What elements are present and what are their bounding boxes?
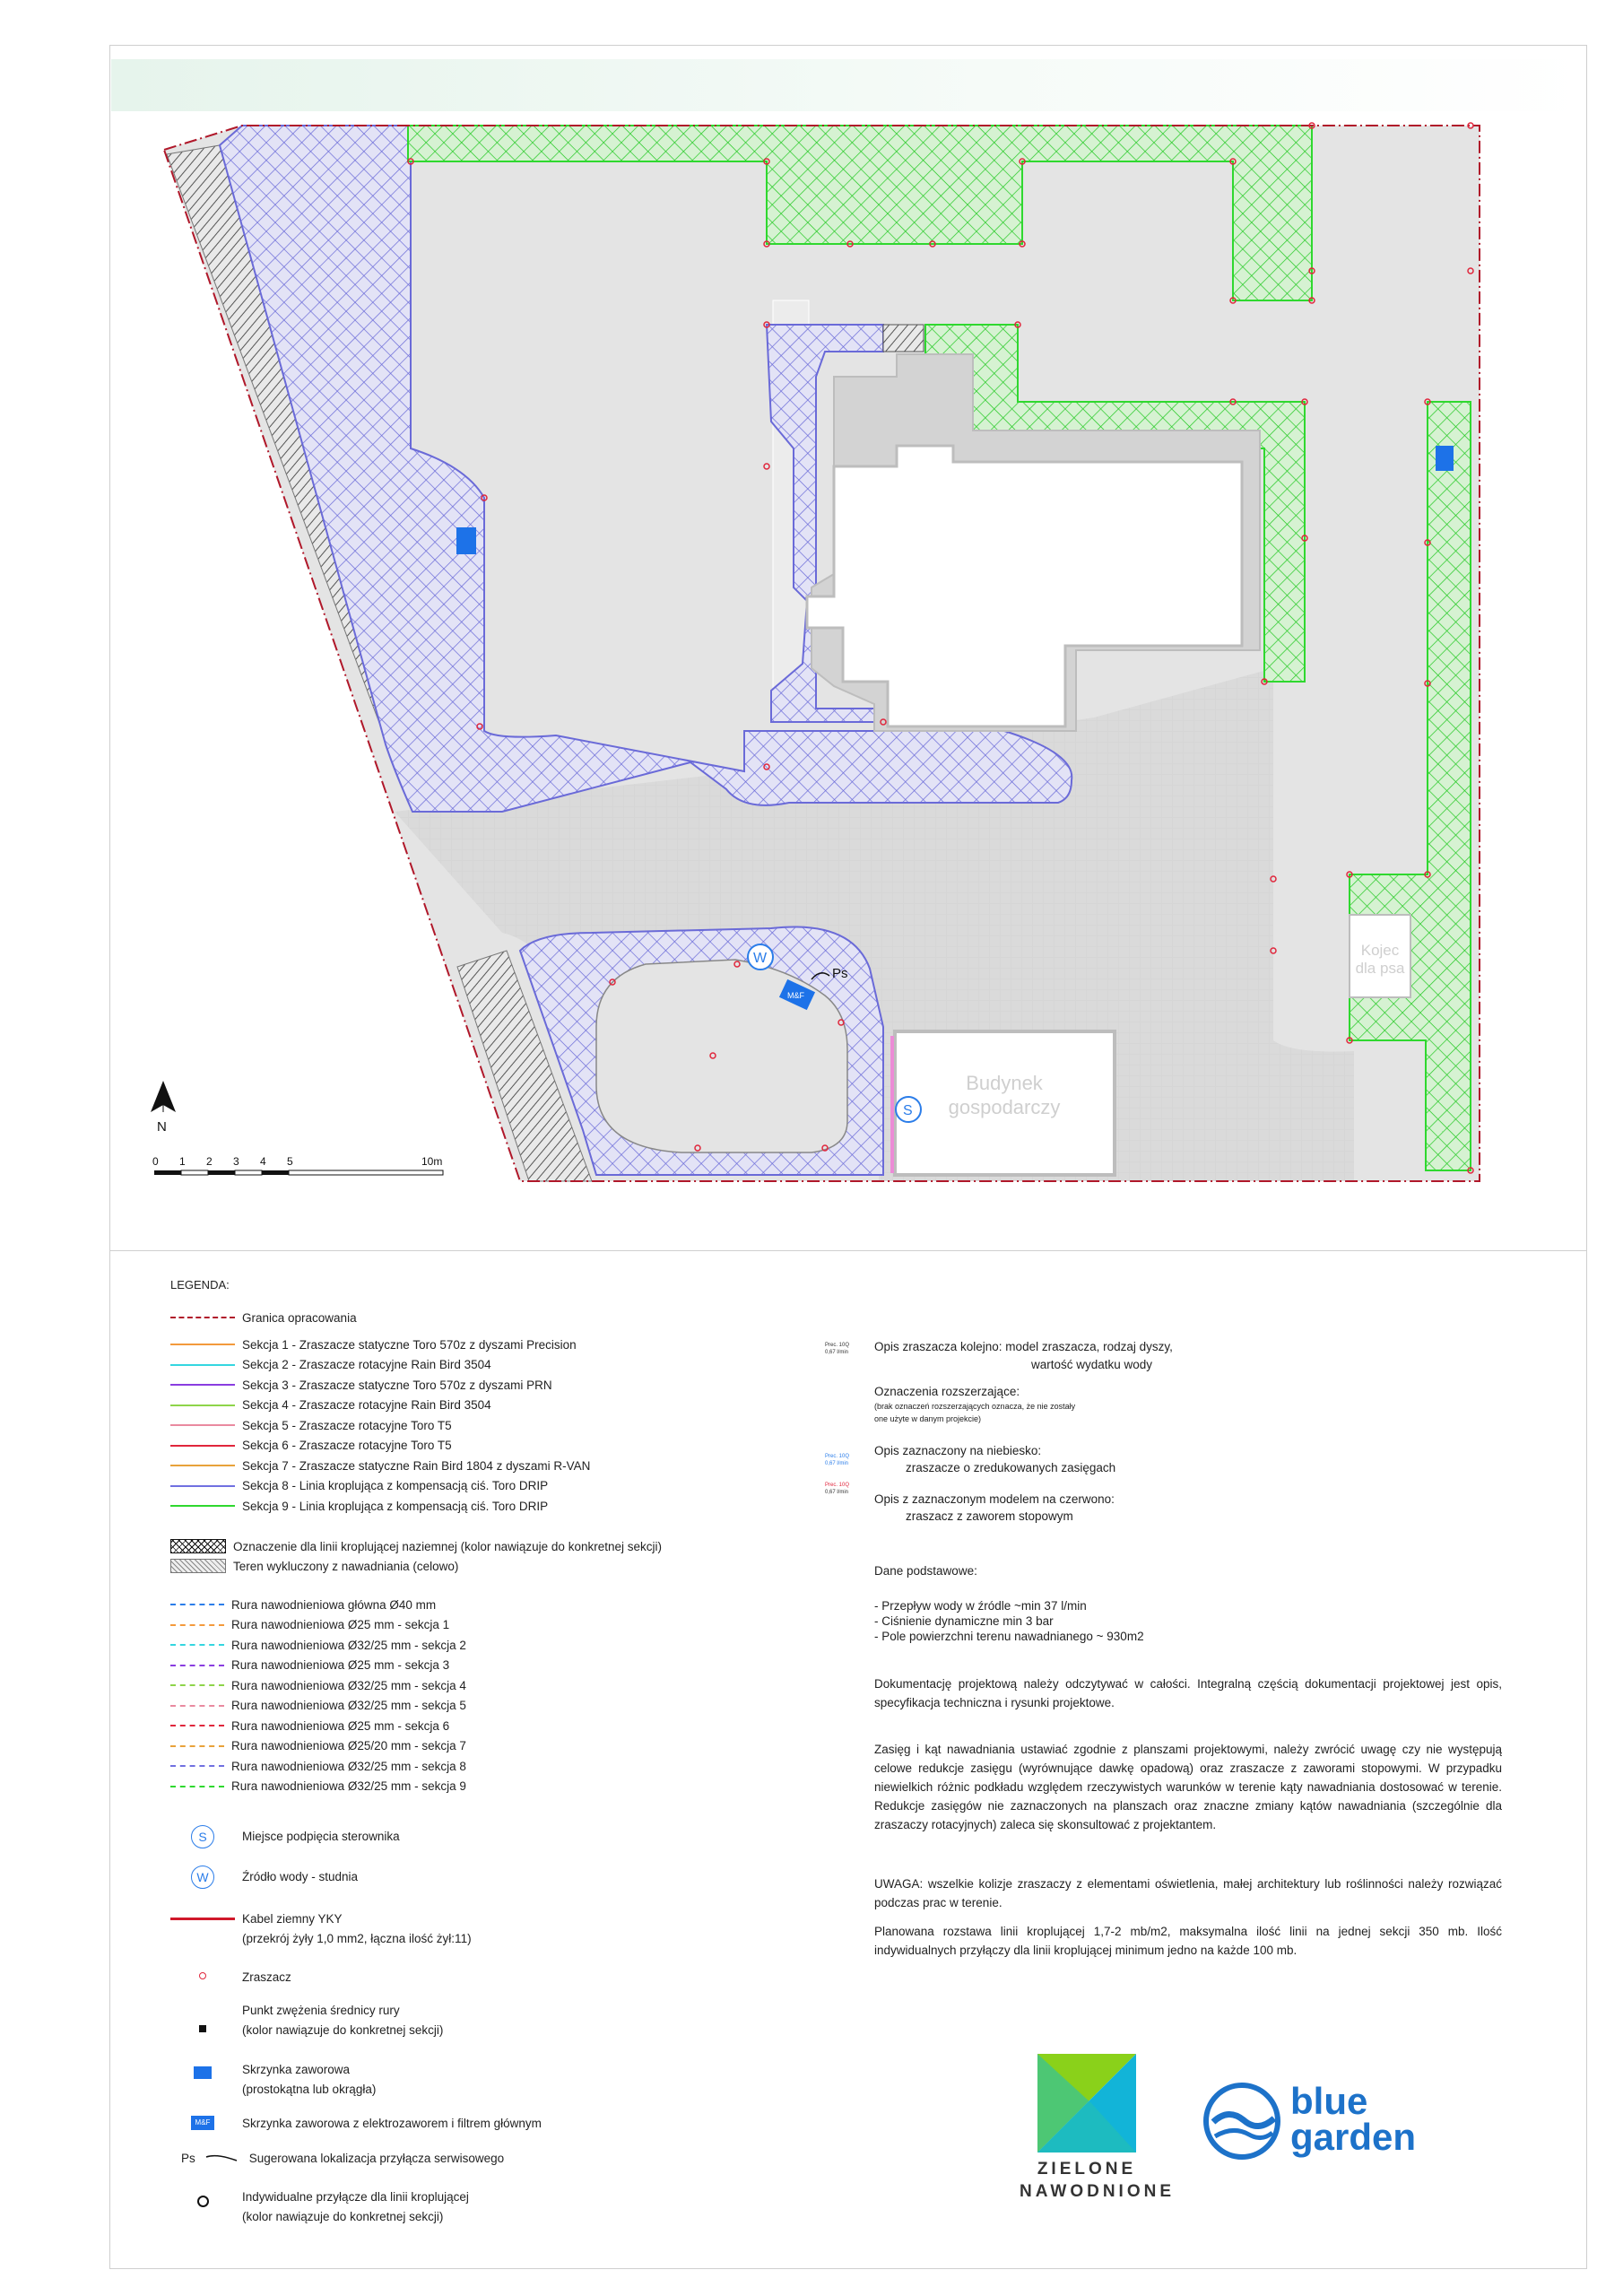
building-aux-label-2: gospodarczy [948,1096,1061,1118]
legend-pipe-row [170,1637,466,1653]
pipe-swatch [170,1681,224,1690]
building-aux-label-1: Budynek [966,1072,1043,1094]
legend-drip-conn-label: Indywidualne przyłącze dla linii kroplującej [242,2189,469,2204]
legend-cable-label: Kabel ziemny YKY [242,1911,343,1926]
legend-valvebox-master-label: Skrzynka zaworowa z elektrozaworem i filtrem głównym [242,2116,542,2130]
valve-box-master-icon: M&F [191,2116,214,2130]
legend-pipe-row [170,1779,466,1795]
zn-logo-mark [1037,2054,1136,2152]
drip-connection-icon [197,2196,209,2207]
pipe-swatch [170,1761,224,1770]
scale-tick: 10m [421,1155,443,1168]
legend-section-row [170,1417,452,1433]
blue-title: Opis zaznaczony na niebiesko: [874,1444,1042,1457]
legend-pipe-label: Rura nawodnieniowa Ø25 mm - sekcja 3 [231,1658,450,1672]
scale-tick: 0 [152,1155,159,1168]
basic-item: - Pole powierzchni terenu nawadnianego ~ 930m2 [874,1630,1144,1643]
blue-sample [825,1453,849,1467]
legend-section-row [170,1357,491,1373]
scale-tick: 5 [287,1155,293,1168]
valve-box-west [456,527,476,554]
legend-excluded-label: Teren wykluczony z nawadniania (celowo) [233,1559,459,1573]
desc-title-2: wartość wydatku wody [1031,1358,1153,1371]
basic-title: Dane podstawowe: [874,1564,977,1578]
legend-pipe-row [170,1758,466,1774]
legend-pipe-label: Rura nawodnieniowa Ø32/25 mm - sekcja 5 [231,1699,466,1712]
source-well-letter: W [753,951,768,966]
kennel-label-1: Kojec [1360,942,1400,959]
legend-reducer-label: Punkt zwężenia średnicy rury [242,2003,400,2017]
legend-hatch [170,1538,662,1554]
legend-sprinkler-label: Zraszacz [242,1970,291,1984]
excluded-block [883,325,924,352]
legend-service [181,2150,504,2166]
legend-section-row [170,1336,577,1352]
legend-pipe-row [170,1718,449,1734]
zn-line1: ZIELONE [1037,2160,1137,2179]
legend-cable [170,1910,343,1926]
legend-section-label: Sekcja 7 - Zraszacze statyczne Rain Bird 1804 z dyszami R-VAN [242,1458,591,1473]
lawn-island [596,960,847,1152]
legend-section-label: Sekcja 6 - Zraszacze rotacyjne Toro T5 [242,1439,452,1452]
pipe-swatch [170,1782,224,1791]
reducer-icon [199,2025,206,2032]
valve-box-east [1436,446,1454,471]
building-main-label: Budynek mieszkalny [927,556,1108,578]
legend-reducer-label-2: (kolor nawiązuje do konkretnej sekcji) [242,2022,444,2037]
legend-section-label: Sekcja 4 - Zraszacze rotacyjne Rain Bird 3504 [242,1398,491,1412]
basic-list [874,1598,1144,1644]
scale-tick: 2 [206,1155,213,1168]
pipe-swatch [170,1701,224,1710]
legend-title: LEGENDA: [170,1278,230,1292]
basic-item: - Przepływ wody w źródle ~min 37 l/min [874,1599,1087,1613]
red-title: Opis z zaznaczonym modelem na czerwono: [874,1492,1115,1506]
source-well-icon: W [191,1866,214,1889]
legend-section-label: Sekcja 2 - Zraszacze rotacyjne Rain Bird 3504 [242,1358,491,1371]
legend-pipe-row [170,1596,436,1613]
pipe-swatch [170,1640,224,1649]
legend-source [170,1868,358,1884]
legend-excluded [170,1558,458,1574]
legend-pipe-row [170,1657,449,1674]
pipe-swatch [170,1600,224,1609]
note-para-2: Zasięg i kąt nawadniania ustawiać zgodnie z planszami projektowymi, należy zwrócić uwagę czy nie występują celowe redukcje zasięgu (wyrównujące dawkę opadową) oraz zraszacze z zaworami stopowymi. W przypadku niewielkich różnic podkładu względem rzeczywistych warunków w terenie kąty nawadniania dostosować w terenie. Redukcje zasięgów nie zaznaczonych na planszach oraz znaczne zmiany kątów nawadniania (szczególnie dla zraszaczy rotacyjnych) zaleca się skonsultować z projektantem. [874,1743,1502,1831]
controller-icon: S [191,1825,214,1848]
ext-title: Oznaczenia rozszerzające: [874,1385,1020,1398]
valve-box-icon [194,2066,212,2079]
legend-valvebox-label: Skrzynka zaworowa [242,2062,351,2076]
scale-tick: 1 [179,1155,186,1168]
section-swatch [170,1501,235,1510]
legend-pipe-label: Rura nawodnieniowa Ø25 mm - sekcja 6 [231,1718,450,1733]
ext-sub2: one użyte w danym projekcie) [874,1414,982,1423]
legend-drip-conn [170,2188,469,2205]
note-para-4: Planowana rozstawa linii kroplującej 1,7-2 mb/m2, maksymalna ilość linii na jednej sekcji 350 mb. Ilość indywidualnych przyłączy dla linii kroplującej minimum jedno na każde 100 mb. [874,1925,1502,1957]
legend-section-row [170,1498,548,1514]
legend-pipe-row [170,1738,466,1754]
legend-cable-sub [242,1930,472,1946]
legend-valvebox-master [170,2115,542,2131]
legend-section-label: Sekcja 1 - Zraszacze statyczne Toro 570z z dyszami Precision [242,1337,577,1352]
section-swatch [170,1361,235,1370]
red-sample-a: Prec. 10Q [825,1483,850,1488]
basic-item: - Ciśnienie dynamiczne min 3 bar [874,1614,1054,1628]
legend-service-label: Sugerowana lokalizacja przyłącza serwisowego [248,2151,505,2165]
legend-valvebox-sub [170,2081,376,2097]
bg-line1: blue [1290,2080,1368,2122]
legend-boundary [170,1309,357,1326]
legend-section-label: Sekcja 3 - Zraszacze statyczne Toro 570z z dyszami PRN [242,1378,552,1392]
scale-bar [154,1170,443,1175]
kennel-label-2: dla psa [1355,960,1405,977]
pipe-swatch [170,1721,224,1730]
legend-controller-label: Miejsce podpięcia sterownika [242,1829,400,1843]
zn-line2: NAWODNIONE [1020,2182,1175,2201]
section-swatch [170,1441,235,1450]
legend-section-row [170,1457,590,1474]
legend-boundary-label: Granica opracowania [242,1310,357,1325]
section-swatch [170,1340,235,1349]
section-swatch [170,1482,235,1491]
legend-cable-label-2: (przekrój żyły 1,0 mm2, łączna ilość żył:11) [242,1931,472,1945]
legend-pipe-row [170,1698,466,1714]
legend-pipe-label: Rura nawodnieniowa Ø32/25 mm - sekcja 8 [231,1759,466,1773]
pipe-swatch [170,1621,224,1630]
note-para-3: UWAGA: wszelkie kolizje zraszaczy z elementami oświetlenia, małej architektury lub roślinności należy rozwiązać podczas prac w terenie. [874,1877,1502,1909]
legend-reducer [170,2002,400,2018]
section-swatch [170,1380,235,1389]
blue-sample-b: 0,67 l/min [825,1461,849,1466]
legend-pipe-label: Rura nawodnieniowa główna Ø40 mm [231,1597,437,1612]
red-sample [825,1482,849,1496]
zielone-nawodnione-logo [1020,2054,1175,2206]
legend-drip-conn-label-2: (kolor nawiązuje do konkretnej sekcji) [242,2209,444,2223]
legend-pipe-row [170,1677,466,1693]
north-label: N [157,1119,167,1135]
service-connection-icon [204,2152,240,2164]
blue-garden-logo [1197,2081,1430,2161]
legend-sprinkler [170,1969,291,1985]
valve-master-label: M&F [787,991,804,1000]
legend-pipe-label: Rura nawodnieniowa Ø32/25 mm - sekcja 4 [231,1678,466,1692]
legend-drip-conn-sub [170,2208,443,2224]
legend-section-row [170,1377,552,1393]
legend-pipe-label: Rura nawodnieniowa Ø25/20 mm - sekcja 7 [231,1739,466,1752]
section-swatch [170,1461,235,1470]
legend-section-row [170,1397,491,1413]
blue-sample-a: Prec. 10Q [825,1454,850,1459]
legend-pipe-label: Rura nawodnieniowa Ø32/25 mm - sekcja 2 [231,1638,466,1652]
scale-tick: 3 [233,1155,239,1168]
legend-hatch-label: Oznaczenie dla linii kroplującej naziemnej (kolor nawiązuje do konkretnej sekcji) [233,1539,662,1553]
legend-section-row [170,1478,548,1494]
desc-sample [825,1342,849,1356]
red-sample-b: 0,67 l/min [825,1490,849,1495]
pipe-swatch [170,1661,224,1670]
pipe-swatch [170,1742,224,1751]
legend-service-symbol: Ps [181,2151,195,2165]
controller-letter: S [903,1103,913,1118]
blue-sub: zraszacze o zredukowanych zasięgach [906,1461,1116,1474]
legend-section-label: Sekcja 8 - Linia kroplująca z kompensacją ciś. Toro DRIP [242,1479,549,1492]
legend-pipe-label: Rura nawodnieniowa Ø32/25 mm - sekcja 9 [231,1779,466,1793]
desc-title: Opis zraszacza kolejno: model zraszacza, rodzaj dyszy, [874,1340,1173,1353]
legend-pipe-row [170,1617,449,1633]
legend-section-label: Sekcja 9 - Linia kroplująca z kompensacją ciś. Toro DRIP [242,1499,549,1513]
sprinkler-icon [199,1972,206,1979]
legend-pipe-label: Rura nawodnieniowa Ø25 mm - sekcja 1 [231,1618,450,1631]
bg-line2: garden [1290,2116,1417,2158]
desc-sample-b: 0,67 l/min [825,1350,849,1355]
ext-sub1: (brak oznaczeń rozszerzających oznacza, że nie zostały [874,1402,1076,1411]
scale-tick: 4 [260,1155,266,1168]
desc-sample-a: Prec. 10Q [825,1343,850,1348]
legend-controller [170,1828,400,1844]
section-swatch [170,1421,235,1430]
legend-section-row [170,1438,452,1454]
blue-garden-mark [1197,2081,1287,2161]
red-sub: zraszacz z zaworem stopowym [906,1509,1073,1523]
legend-source-label: Źródło wody - studnia [242,1869,359,1883]
legend-reducer-sub [170,2022,443,2038]
section-swatch [170,1401,235,1410]
note-para-1: Dokumentację projektową należy odczytywać w całości. Integralną częścią dokumentacji projektowej jest opis, specyfikacja techniczna i rysunki projektowe. [874,1677,1502,1709]
legend-valvebox-label-2: (prostokątna lub okrągła) [242,2082,377,2096]
service-label: Ps [832,966,848,981]
legend-section-label: Sekcja 5 - Zraszacze rotacyjne Toro T5 [242,1418,452,1432]
